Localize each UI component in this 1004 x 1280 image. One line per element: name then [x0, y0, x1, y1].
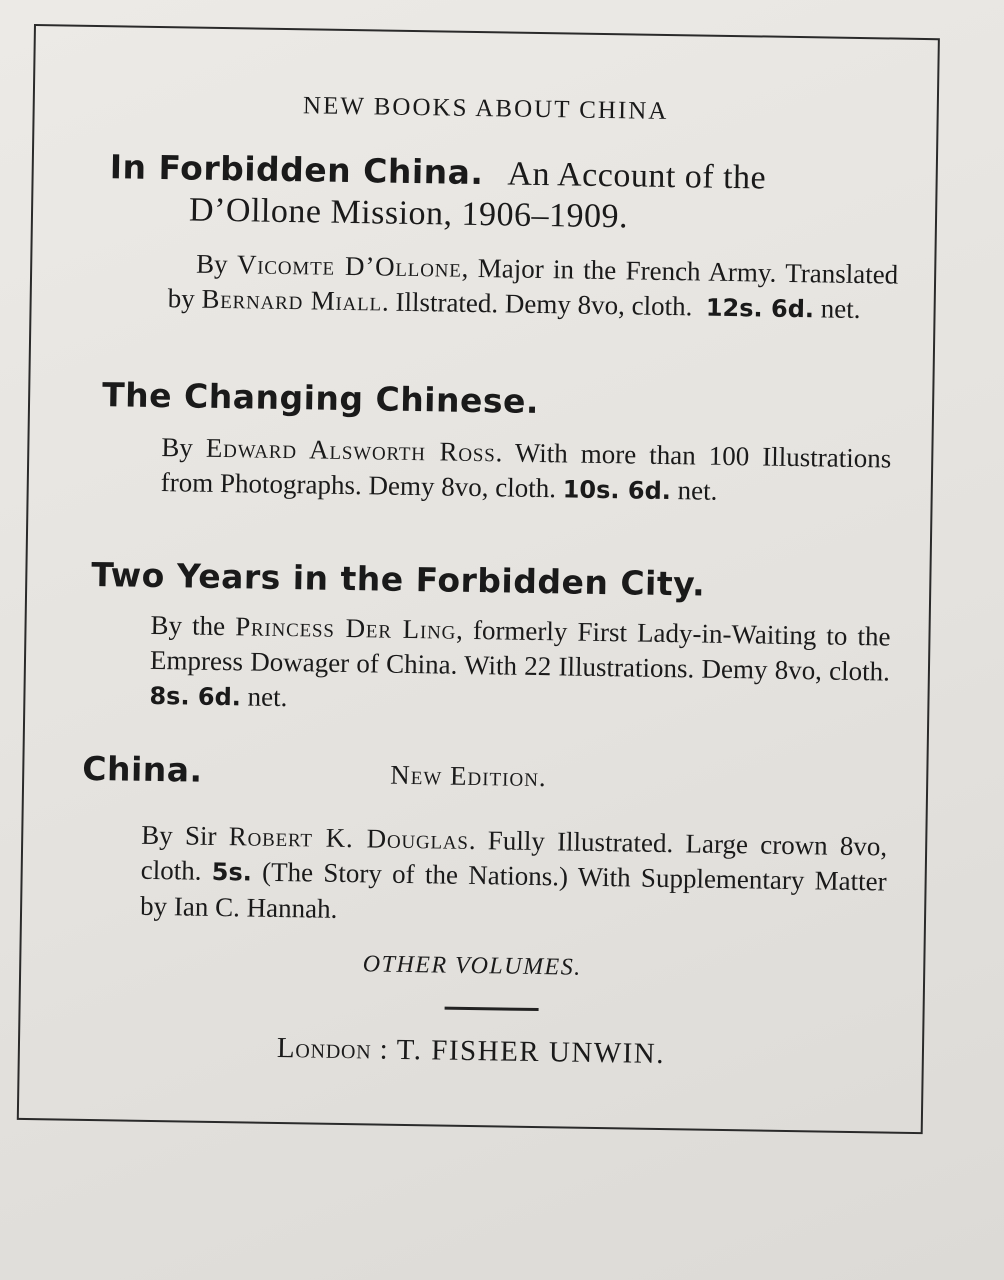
book-description: By Vicomte D’Ollone, Major in the French Army. Translated by Bernard Miall. Illstrated. Demy 8vo, cloth. 12s. 6d. net.	[167, 248, 899, 325]
other-volumes-note: OTHER VOLUMES.	[362, 951, 582, 981]
book-subtitle-line: D’Ollone Mission, 1906–1909.	[188, 191, 629, 236]
book-author: Edward Alsworth Ross	[205, 432, 496, 468]
book-description: By the Princess Der Ling, formerly First Lady-in-Waiting to the Empress Dowager of China. With 22 Illustrations. Demy 8vo, cloth. 8s. 6d. net.	[149, 609, 891, 713]
advertisement-page	[19, 26, 938, 1132]
publisher-imprint	[20, 1028, 922, 1075]
book-price: 8s. 6d.	[149, 681, 242, 712]
book-author: Vicomte D’Ollone	[236, 249, 462, 283]
book-price: 12s. 6d.	[705, 293, 815, 324]
book-author: Princess Der Ling	[234, 611, 457, 645]
book-edition: New Edition.	[390, 759, 547, 793]
book-title: The Changing Chinese.	[101, 375, 540, 421]
book-title: Two Years in the Forbidden City.	[91, 554, 706, 604]
book-description: By Edward Alsworth Ross. With more than 100 Illustrations from Photographs. Demy 8vo, cloth. 10s. 6d. net.	[160, 432, 892, 506]
page-border	[17, 24, 940, 1134]
book-author: Robert K. Douglas	[228, 821, 470, 855]
page-heading: NEW BOOKS ABOUT CHINA	[302, 92, 669, 125]
book-subtitle: An Account of the	[507, 155, 767, 197]
publisher-name: T. FISHER UNWIN.	[396, 1033, 666, 1071]
book-title: China.	[82, 748, 203, 790]
book-translator: Bernard Miall	[201, 283, 383, 317]
book-title: In Forbidden China.	[109, 147, 484, 193]
book-description: By Sir Robert K. Douglas. Fully Illustrated. Large crown 8vo, cloth. 5s. (The Story of the Nations.) With Supplementary Matter by Ian C. Hannah.	[139, 819, 888, 924]
divider-rule	[445, 1007, 539, 1011]
book-price: 10s. 6d.	[562, 475, 672, 506]
book-price: 5s.	[211, 857, 253, 887]
publisher-city: London :	[276, 1031, 389, 1066]
